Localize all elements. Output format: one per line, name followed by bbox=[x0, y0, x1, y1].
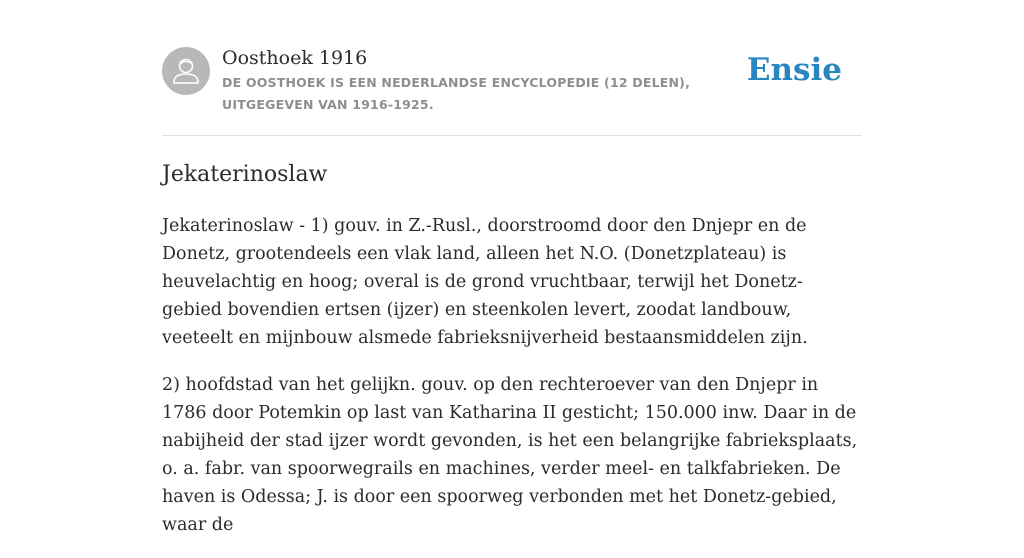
article-body bbox=[162, 212, 862, 558]
article-paragraph: Jekaterinoslaw - 1) gouv. in Z.-Rusl., doorstroomd door den Dnjepr en de Donetz, grootendeels een vlak land, alleen het N.O. (Donetzplateau) is heuvelachtig en hoog; overal is de grond vruchtbaar, terwijl het Donetz-gebied bovendien ertsen (ijzer) en steenkolen levert, zoodat landbouw, veeteelt en mijnbouw alsmede fabrieksnijverheid bestaansmiddelen zijn. bbox=[162, 216, 808, 348]
header-divider bbox=[162, 135, 862, 136]
source-header bbox=[162, 46, 862, 136]
page-title: Jekaterinoslaw bbox=[162, 162, 328, 187]
source-description: DE OOSTHOEK IS EEN NEDERLANDSE ENCYCLOPEDIE (12 DELEN), UITGEGEVEN VAN 1916-1925. bbox=[222, 75, 691, 112]
source-name[interactable]: Oosthoek 1916 bbox=[222, 47, 368, 69]
brand-logo[interactable]: Ensie bbox=[746, 52, 842, 88]
user-avatar-icon[interactable] bbox=[162, 47, 210, 95]
article-paragraph: 2) hoofdstad van het gelijkn. gouv. op den rechteroever van den Dnjepr in 1786 door Potemkin op last van Katharina II gesticht; 150.000 inw. Daar in de nabijheid der stad ijzer wordt gevonden, is het een belangrijke fabrieksplaats, o. a. fabr. van spoorwegrails en machines, verder meel- en talkfabrieken. De haven is Odessa; J. is door een spoorweg verbonden met het Donetz-gebied, waar de bbox=[162, 375, 858, 535]
